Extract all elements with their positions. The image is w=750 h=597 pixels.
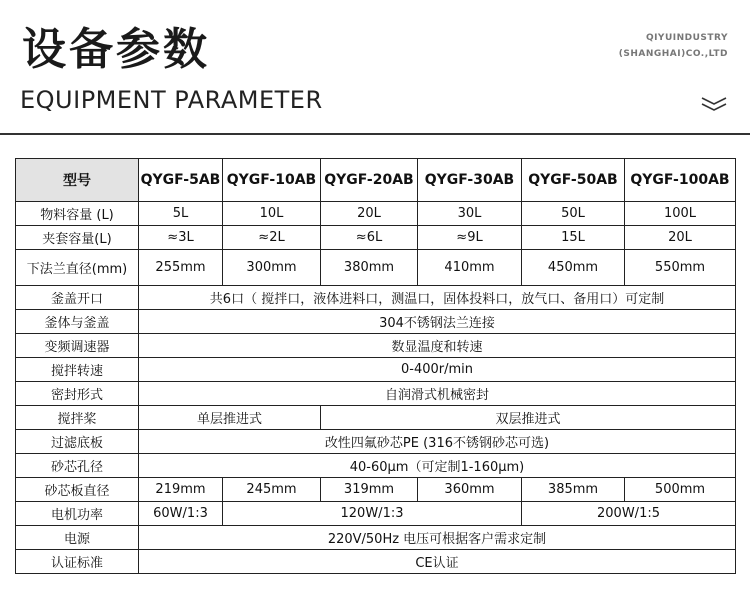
table-cell: 60W/1:3 — [139, 502, 223, 526]
table-cell: 15L — [522, 226, 625, 250]
page-title-en: EQUIPMENT PARAMETER — [20, 86, 323, 114]
table-cell: 100L — [625, 202, 736, 226]
row-label: 釜体与釜盖 — [16, 310, 139, 334]
model-cell: QYGF-10AB — [223, 159, 321, 202]
table-cell: 255mm — [139, 250, 223, 286]
table-row — [16, 382, 736, 406]
table-cell: 30L — [418, 202, 522, 226]
table-cell: 0-400r/min — [139, 358, 736, 382]
table-cell: ≈6L — [321, 226, 418, 250]
row-label: 砂芯板直径 — [16, 478, 139, 502]
row-label: 电源 — [16, 526, 139, 550]
table-cell: 385mm — [522, 478, 625, 502]
table-row — [16, 550, 736, 574]
table-header-row — [16, 159, 736, 202]
table-cell: 120W/1:3 — [223, 502, 522, 526]
model-cell: QYGF-20AB — [321, 159, 418, 202]
company-name-line1: QIYUINDUSTRY — [645, 33, 728, 43]
table-cell: 410mm — [418, 250, 522, 286]
table-cell: 500mm — [625, 478, 736, 502]
table-cell: 450mm — [522, 250, 625, 286]
double-chevron-down-icon — [700, 96, 728, 112]
table-cell: 50L — [522, 202, 625, 226]
table-row — [16, 286, 736, 310]
table-row — [16, 526, 736, 550]
table-cell: 单层推进式 — [139, 406, 321, 430]
table-row — [16, 310, 736, 334]
table-cell: 自润滑式机械密封 — [139, 382, 736, 406]
table-cell: 40-60μm（可定制1-160μm) — [139, 454, 736, 478]
table-cell: 200W/1:5 — [522, 502, 736, 526]
row-label: 搅拌转速 — [16, 358, 139, 382]
table-cell: 5L — [139, 202, 223, 226]
model-header-cell: 型号 — [16, 159, 139, 202]
parameter-table — [15, 158, 736, 574]
table-cell: 304不锈钢法兰连接 — [139, 310, 736, 334]
company-name — [619, 30, 728, 62]
table-cell: 改性四氟砂芯PE (316不锈钢砂芯可选) — [139, 430, 736, 454]
table-row — [16, 478, 736, 502]
table-cell: 20L — [321, 202, 418, 226]
row-label: 认证标准 — [16, 550, 139, 574]
table-cell: 319mm — [321, 478, 418, 502]
table-cell: 双层推进式 — [321, 406, 736, 430]
table-cell: CE认证 — [139, 550, 736, 574]
row-label: 砂芯孔径 — [16, 454, 139, 478]
table-cell: 300mm — [223, 250, 321, 286]
table-cell: 共6口（ 搅拌口，液体进料口，测温口，固体投料口，放气口、备用口）可定制 — [139, 286, 736, 310]
table-cell: ≈3L — [139, 226, 223, 250]
table-row — [16, 334, 736, 358]
table-cell: 219mm — [139, 478, 223, 502]
model-cell: QYGF-50AB — [522, 159, 625, 202]
table-cell: ≈2L — [223, 226, 321, 250]
table-cell: 360mm — [418, 478, 522, 502]
model-cell: QYGF-100AB — [625, 159, 736, 202]
page-title-cn: 设备参数 — [22, 24, 210, 75]
row-label: 搅拌桨 — [16, 406, 139, 430]
table-row — [16, 430, 736, 454]
row-label: 釜盖开口 — [16, 286, 139, 310]
row-label: 过滤底板 — [16, 430, 139, 454]
table-cell: 数显温度和转速 — [139, 334, 736, 358]
table-cell: 20L — [625, 226, 736, 250]
table-row — [16, 406, 736, 430]
row-label: 下法兰直径(mm) — [16, 250, 139, 286]
table-cell: 550mm — [625, 250, 736, 286]
table-row — [16, 502, 736, 526]
row-label: 电机功率 — [16, 502, 139, 526]
row-label: 夹套容量(L) — [16, 226, 139, 250]
table-row — [16, 226, 736, 250]
table-cell: 245mm — [223, 478, 321, 502]
table-cell: 10L — [223, 202, 321, 226]
model-cell: QYGF-30AB — [418, 159, 522, 202]
table-cell: ≈9L — [418, 226, 522, 250]
header-divider — [0, 133, 750, 135]
table-row — [16, 250, 736, 286]
table-row — [16, 358, 736, 382]
table-cell: 220V/50Hz 电压可根据客户需求定制 — [139, 526, 736, 550]
table-row — [16, 202, 736, 226]
table-cell: 380mm — [321, 250, 418, 286]
table-row — [16, 454, 736, 478]
model-cell: QYGF-5AB — [139, 159, 223, 202]
row-label: 变频调速器 — [16, 334, 139, 358]
row-label: 密封形式 — [16, 382, 139, 406]
company-name-line2: (SHANGHAI)CO.,LTD — [618, 49, 728, 59]
row-label: 物料容量 (L) — [16, 202, 139, 226]
